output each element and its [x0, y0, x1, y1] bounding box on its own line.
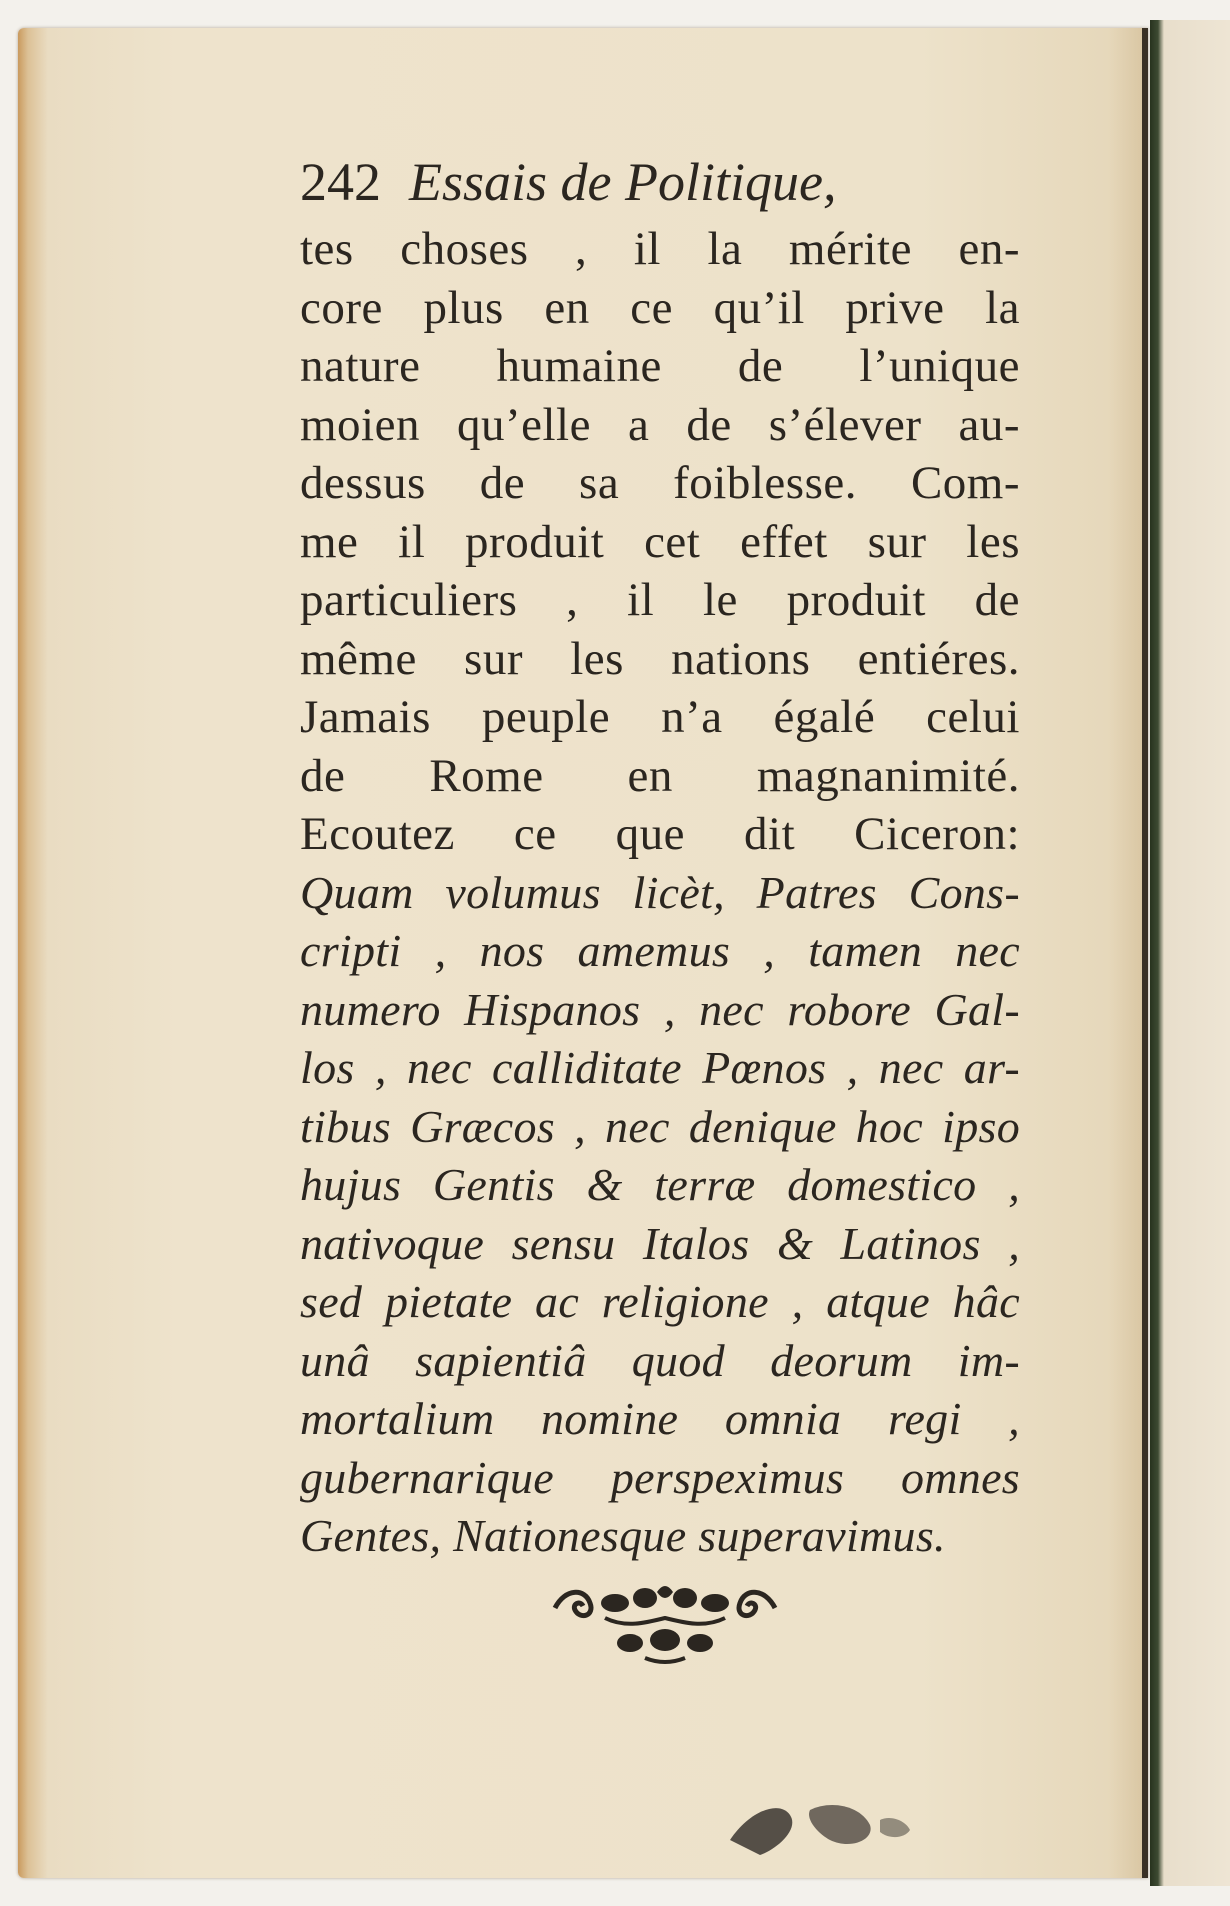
- text-line: mortalium nomine omnia regi ,: [300, 1393, 1020, 1444]
- text-line: même sur les nations entiéres.: [300, 632, 1020, 685]
- text-line: tibus Græcos , nec denique hoc ipso: [300, 1100, 1020, 1152]
- body-text: [300, 220, 1020, 1566]
- text-line: core plus en ce qu’il prive la: [300, 281, 1020, 334]
- text-line: moien qu’elle a de s’élever au-: [300, 398, 1020, 451]
- text-line: numero Hispanos , nec robore Gal-: [300, 983, 1020, 1035]
- ink-stain: [720, 1780, 920, 1860]
- text-line: Jamais peuple n’a égalé celui: [300, 691, 1020, 743]
- running-head: [300, 150, 1020, 220]
- page-text: [300, 150, 1020, 1566]
- text-line: sed pietate ac religione , atque hâc: [300, 1276, 1020, 1327]
- text-line: Gentes, Nationesque superavimus.: [300, 1510, 946, 1561]
- text-line: los , nec calliditate Pœnos , nec ar-: [300, 1042, 1020, 1093]
- text-line: gubernarique perspeximus omnes: [300, 1451, 1020, 1503]
- facing-page-fragment: [1168, 220, 1230, 1620]
- text-line: de Rome en magnanimité.: [300, 749, 1020, 802]
- text-line: nature humaine de l’unique: [300, 340, 1020, 392]
- text-line: nativoque sensu Italos & Latinos ,: [300, 1217, 1020, 1269]
- text-line: Ecoutez ce que dit Ciceron:: [300, 808, 1020, 860]
- running-title: Essais de Politique,: [409, 152, 837, 212]
- text-line: hujus Gentis & terræ domestico ,: [300, 1159, 1020, 1210]
- tailpiece-ornament: [545, 1578, 785, 1668]
- text-line: dessus de sa foiblesse. Com-: [300, 457, 1020, 509]
- text-line: unâ sapientiâ quod deorum im-: [300, 1334, 1020, 1386]
- text-line: me il produit cet effet sur les: [300, 515, 1020, 568]
- text-line: particuliers , il le produit de: [300, 574, 1020, 626]
- text-line: tes choses , il la mérite en-: [300, 223, 1020, 275]
- text-line: Quam volumus licèt, Patres Cons-: [300, 866, 1020, 918]
- text-line: cripti , nos amemus , tamen nec: [300, 925, 1020, 976]
- page-number: 242: [300, 152, 381, 212]
